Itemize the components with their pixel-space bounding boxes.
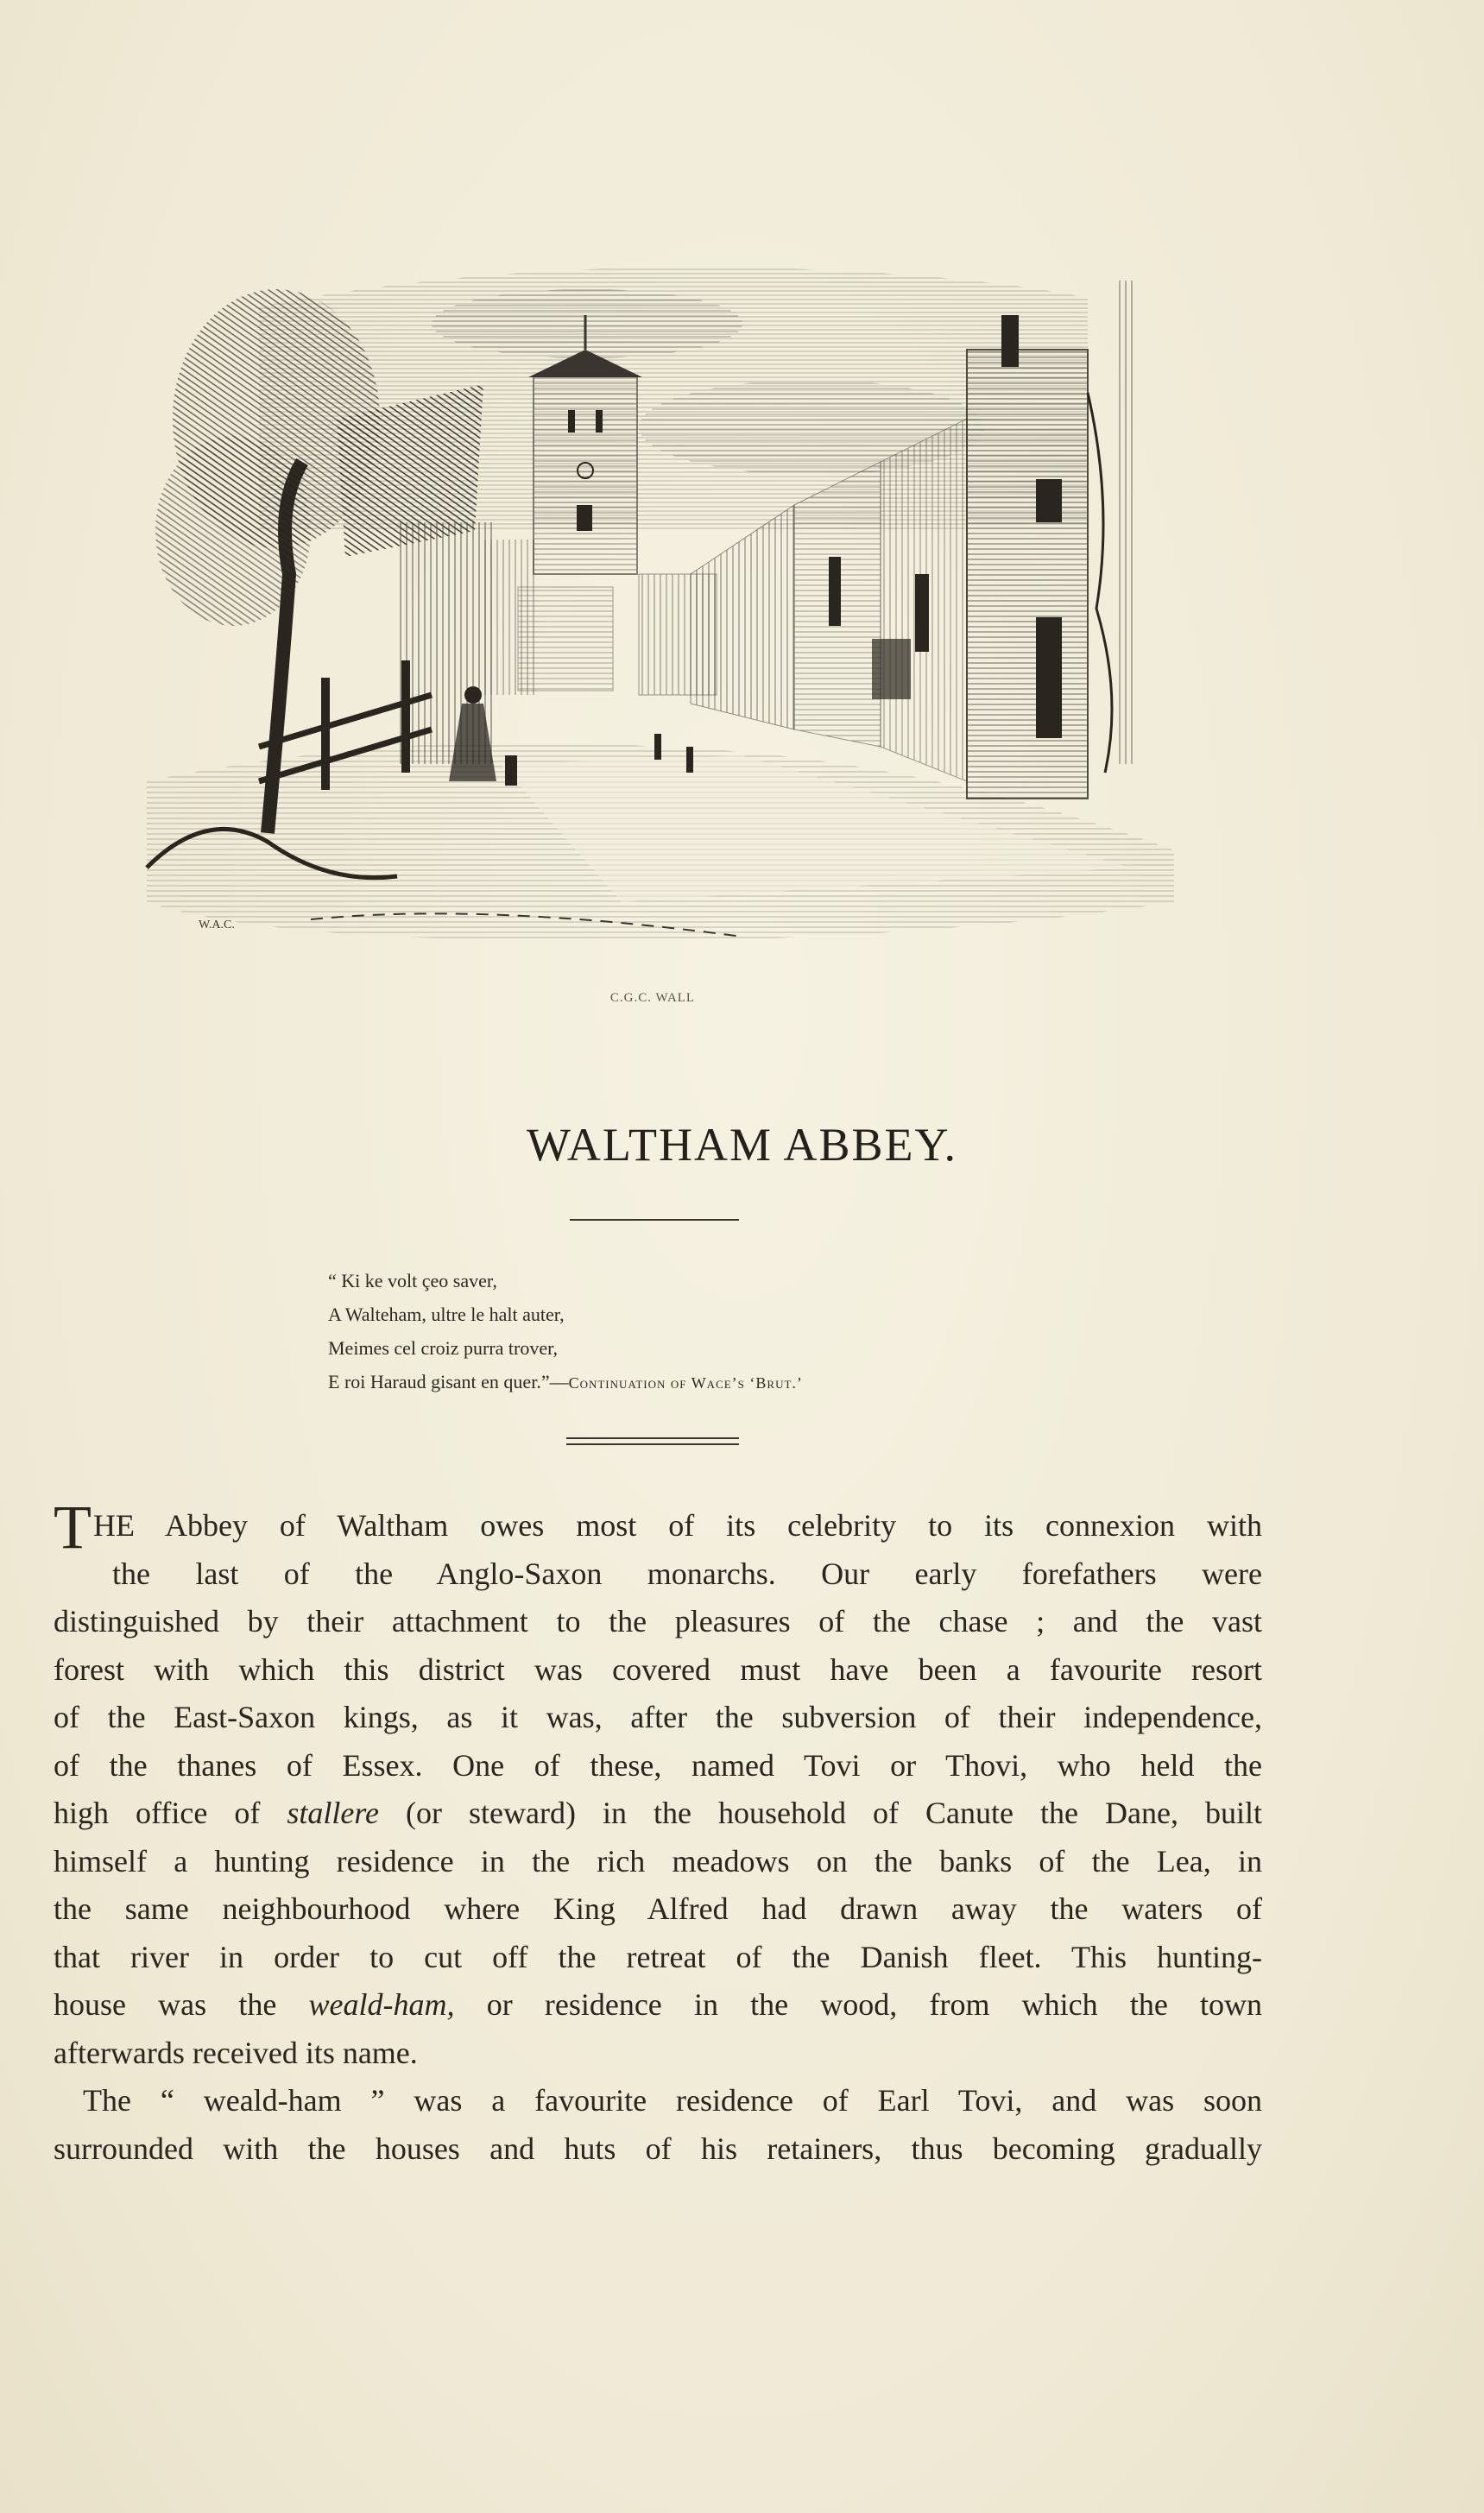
body-line-text: high office of — [54, 1796, 261, 1830]
epigraph-line-text: E roi Haraud gisant en quer.”— — [328, 1371, 569, 1392]
body-line: himself a hunting residence in the rich meadows on the banks of the Lea, in — [54, 1843, 1262, 1878]
body-line — [54, 1493, 1262, 1562]
section-double-rule — [566, 1437, 739, 1445]
body-line: afterwards received its name. — [54, 2035, 418, 2070]
epigraph-line-last — [328, 1365, 1122, 1400]
title-rule — [570, 1219, 739, 1221]
italic-term: weald-ham, — [308, 1987, 455, 2022]
body-line-text: HE Abbey of Waltham owes most of its celebrity to its connexion with — [92, 1508, 1262, 1543]
body-line-text: or residence in the wood, from which the town — [486, 1987, 1262, 2022]
page-title: WALTHAM ABBEY. — [526, 1119, 958, 1171]
epigraph-line: “ Ki ke volt çeo saver, — [328, 1270, 497, 1291]
body-line-text: (or steward) in the household of Canute the Dane, built — [406, 1796, 1263, 1830]
body-line: distinguished by their attachment to the pleasures of the chase ; and the vast — [54, 1604, 1262, 1639]
engraving-illustration — [138, 246, 1217, 1006]
body-line: of the East-Saxon kings, as it was, after the subversion of their independence, — [54, 1700, 1262, 1734]
epigraph-line: Meimes cel croiz purra trover, — [328, 1337, 559, 1359]
body-line: that river in order to cut off the retreat of the Danish fleet. This hunting- — [54, 1939, 1262, 1974]
epigraph — [328, 1264, 1122, 1400]
body-line: forest with which this district was covered must have been a favourite resort — [54, 1651, 1262, 1687]
body-line-text: house was the — [54, 1987, 277, 2022]
body-text — [54, 1493, 1263, 2173]
engraver-signature: C.G.C. WALL — [609, 991, 696, 1005]
body-line — [54, 1790, 1262, 1838]
drop-cap: T — [54, 1493, 92, 1562]
body-line: the last of the Anglo-Saxon monarchs. Our early forefathers were — [112, 1556, 1262, 1591]
epigraph-attribution: Continuation of Wace’s ‘Brut.’ — [568, 1374, 803, 1392]
body-line: of the thanes of Essex. One of these, named Tovi or Thovi, who held the — [54, 1747, 1262, 1783]
body-line: surrounded with the houses and huts of his retainers, thus becoming gradually — [54, 2131, 1262, 2166]
body-line — [54, 1981, 1262, 2030]
epigraph-line: A Walteham, ultre le halt auter, — [328, 1304, 565, 1325]
italic-term: stallere — [287, 1796, 380, 1830]
corner-mark: W.A.C. — [199, 919, 235, 931]
body-line: the same neighbourhood where King Alfred had drawn away the waters of — [54, 1891, 1262, 1926]
body-line: The “ weald-ham ” was a favourite residence of Earl Tovi, and was soon — [83, 2083, 1262, 2118]
